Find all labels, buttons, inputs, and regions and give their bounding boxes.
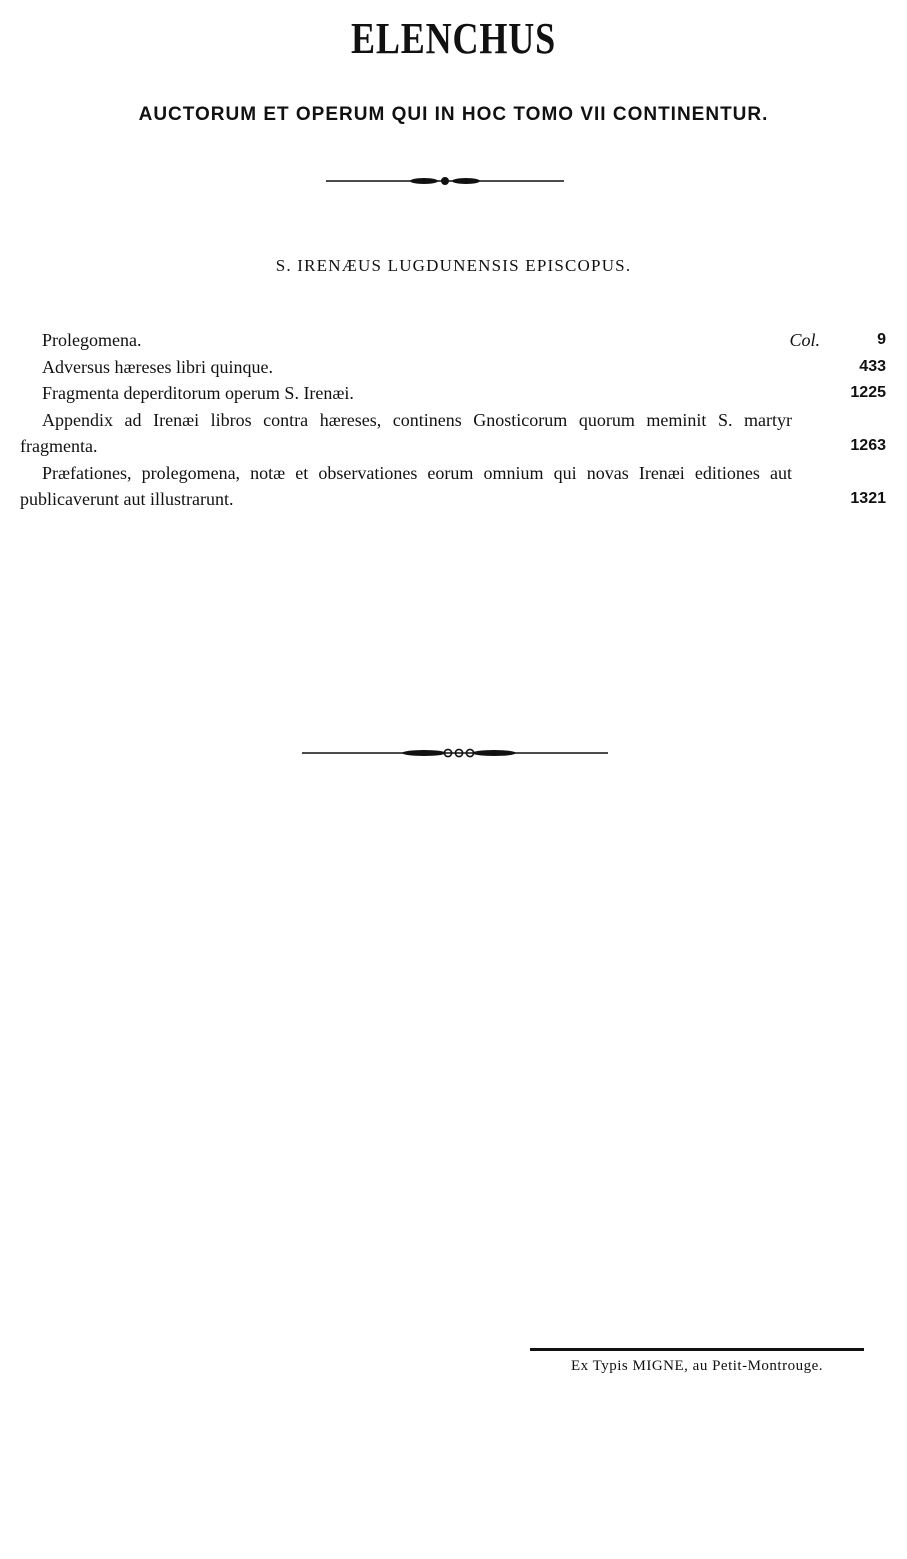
toc-entry-title: Prolegomena. bbox=[42, 330, 142, 350]
printer-imprint: Ex Typis MIGNE, au Petit-Montrouge. bbox=[571, 1358, 823, 1374]
footer-rule bbox=[530, 1348, 864, 1351]
toc-entry bbox=[20, 407, 886, 460]
toc-entry-column: 1263 bbox=[850, 437, 886, 454]
col-label: Col. bbox=[789, 330, 820, 350]
toc-entry bbox=[20, 380, 886, 407]
toc-entry-column: 1225 bbox=[850, 384, 886, 401]
toc-entry-column: 433 bbox=[859, 357, 886, 375]
toc-entry-title: Præfationes, prolegomena, notæ et observationes eorum omnium qui novas Irenæi editiones aut publicaverunt aut illustrarunt. bbox=[20, 462, 792, 509]
toc-entry bbox=[20, 460, 886, 513]
author-heading: S. IRENÆUS LUGDUNENSIS EPISCOPUS. bbox=[275, 256, 632, 275]
page-title: ELENCHUS bbox=[350, 14, 557, 63]
toc-entry-column: 9 bbox=[877, 331, 886, 348]
table-of-contents bbox=[20, 327, 886, 513]
toc-entry-title: Adversus hæreses libri quinque. bbox=[42, 356, 273, 377]
toc-entry-title: Appendix ad Irenæi libros contra hæreses, continens Gnosticorum quorum meminit S. martyr fragmenta. bbox=[20, 409, 792, 456]
toc-entry bbox=[20, 354, 886, 381]
page-subtitle: AUCTORUM ET OPERUM QUI IN HOC TOMO VII CONTINENTUR. bbox=[138, 104, 769, 125]
top-ornament bbox=[326, 172, 566, 190]
toc-entry-title: Fragmenta deperditorum operum S. Irenæi. bbox=[42, 383, 354, 403]
middle-ornament bbox=[302, 744, 610, 762]
toc-entry-column: 1321 bbox=[850, 490, 886, 507]
toc-entry bbox=[20, 327, 886, 354]
